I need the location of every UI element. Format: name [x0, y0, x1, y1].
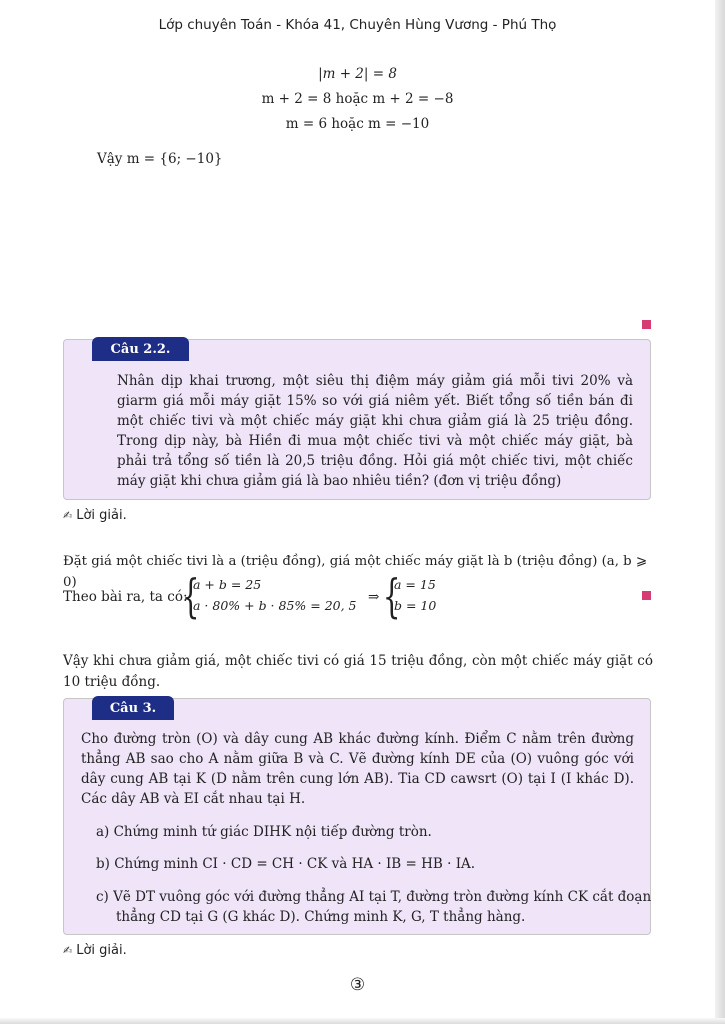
- solution-lead: Theo bài ra, ta có:: [63, 589, 188, 605]
- problem-3-item-c-line-2: thẳng CD tại G (G khác D). Chứng minh K, G, T thẳng hàng.: [116, 909, 526, 925]
- solution-conclusion: Vậy khi chưa giảm giá, một chiếc tivi có giá 15 triệu đồng, còn một chiếc máy giặt có 10 triệu đồng.: [63, 653, 653, 690]
- system-2: [394, 574, 436, 616]
- problem-text-3: Cho đường tròn (O) và dây cung AB khác đường kính. Điểm C nằm trên đường thẳng AB sao cho A nằm giữa B và C. Vẽ đường kính DE của (O) vuông góc với dây cung AB tại K (D nằm trên cung lớn AB). Tia CD cawsrt (O) tại I (I khác D). Các dây AB và EI cắt nhau tại H.: [81, 731, 634, 807]
- solution-label: Lời giải.: [76, 943, 127, 958]
- end-marker: [642, 320, 651, 329]
- implies-arrow: ⇒: [368, 589, 380, 605]
- system-2-line-1: a = 15: [394, 577, 436, 592]
- page-header: Lớp chuyên Toán - Khóa 41, Chuyên Hùng Vương - Phú Thọ: [158, 17, 557, 33]
- problem-label-2-2: Câu 2.2.: [92, 337, 189, 361]
- solution-heading-2-2: [63, 508, 127, 523]
- solution-setup: Đặt giá một chiếc tivi là a (triệu đồng), giá một chiếc máy giặt là b (triệu đồng) (a, b ⩾ 0): [63, 554, 648, 590]
- end-marker-2: [642, 591, 651, 600]
- page-number: ③: [349, 975, 366, 995]
- page-bottom-edge: [0, 1018, 725, 1024]
- equation-line-1: |m + 2| = 8: [318, 66, 397, 82]
- conclusion-m: Vậy m = {6; −10}: [97, 151, 223, 167]
- problem-3-item-b: b) Chứng minh CI · CD = CH · CK và HA · IB = HB · IA.: [96, 856, 476, 872]
- system-1-line-2: a · 80% + b · 85% = 20, 5: [193, 598, 357, 613]
- system-1-line-1: a + b = 25: [193, 577, 262, 592]
- system-1: [193, 574, 357, 616]
- solution-heading-3: [63, 943, 127, 958]
- equation-line-2: m + 2 = 8 hoặc m + 2 = −8: [261, 91, 454, 107]
- solution-label: Lời giải.: [76, 508, 127, 523]
- pencil-icon: ✍: [63, 944, 73, 957]
- problem-label-3: Câu 3.: [92, 696, 174, 720]
- system-2-line-2: b = 10: [394, 598, 437, 613]
- problem-3-item-c-line-1: c) Vẽ DT vuông góc với đường thẳng AI tại T, đường tròn đường kính CK cắt đoạn: [96, 889, 652, 905]
- left-brace-1: {: [181, 569, 200, 623]
- problem-3-item-a: a) Chứng minh tứ giác DIHK nội tiếp đường tròn.: [96, 824, 432, 840]
- left-brace-2: {: [382, 569, 401, 623]
- page-edge: [715, 0, 725, 1024]
- problem-text-2-2: Nhân dịp khai trương, một siêu thị điệm máy giảm giá mỗi tivi 20% và giarm giá mỗi máy giặt 15% so với giá niêm yết. Biết tổng số tiền bán đi một chiếc tivi và một chiếc máy giặt khi chưa giảm giá là 25 triệu đồng. Trong dịp này, bà Hiền đi mua một chiếc tivi và một chiếc máy giặt, bà phải trả tổng số tiền là 20,5 triệu đồng. Hỏi giá một chiếc tivi, một chiếc máy giặt khi chưa giảm giá là bao nhiêu tiền? (đơn vị triệu đồng): [117, 373, 633, 489]
- equation-line-3: m = 6 hoặc m = −10: [285, 116, 430, 132]
- pencil-icon: ✍: [63, 509, 73, 522]
